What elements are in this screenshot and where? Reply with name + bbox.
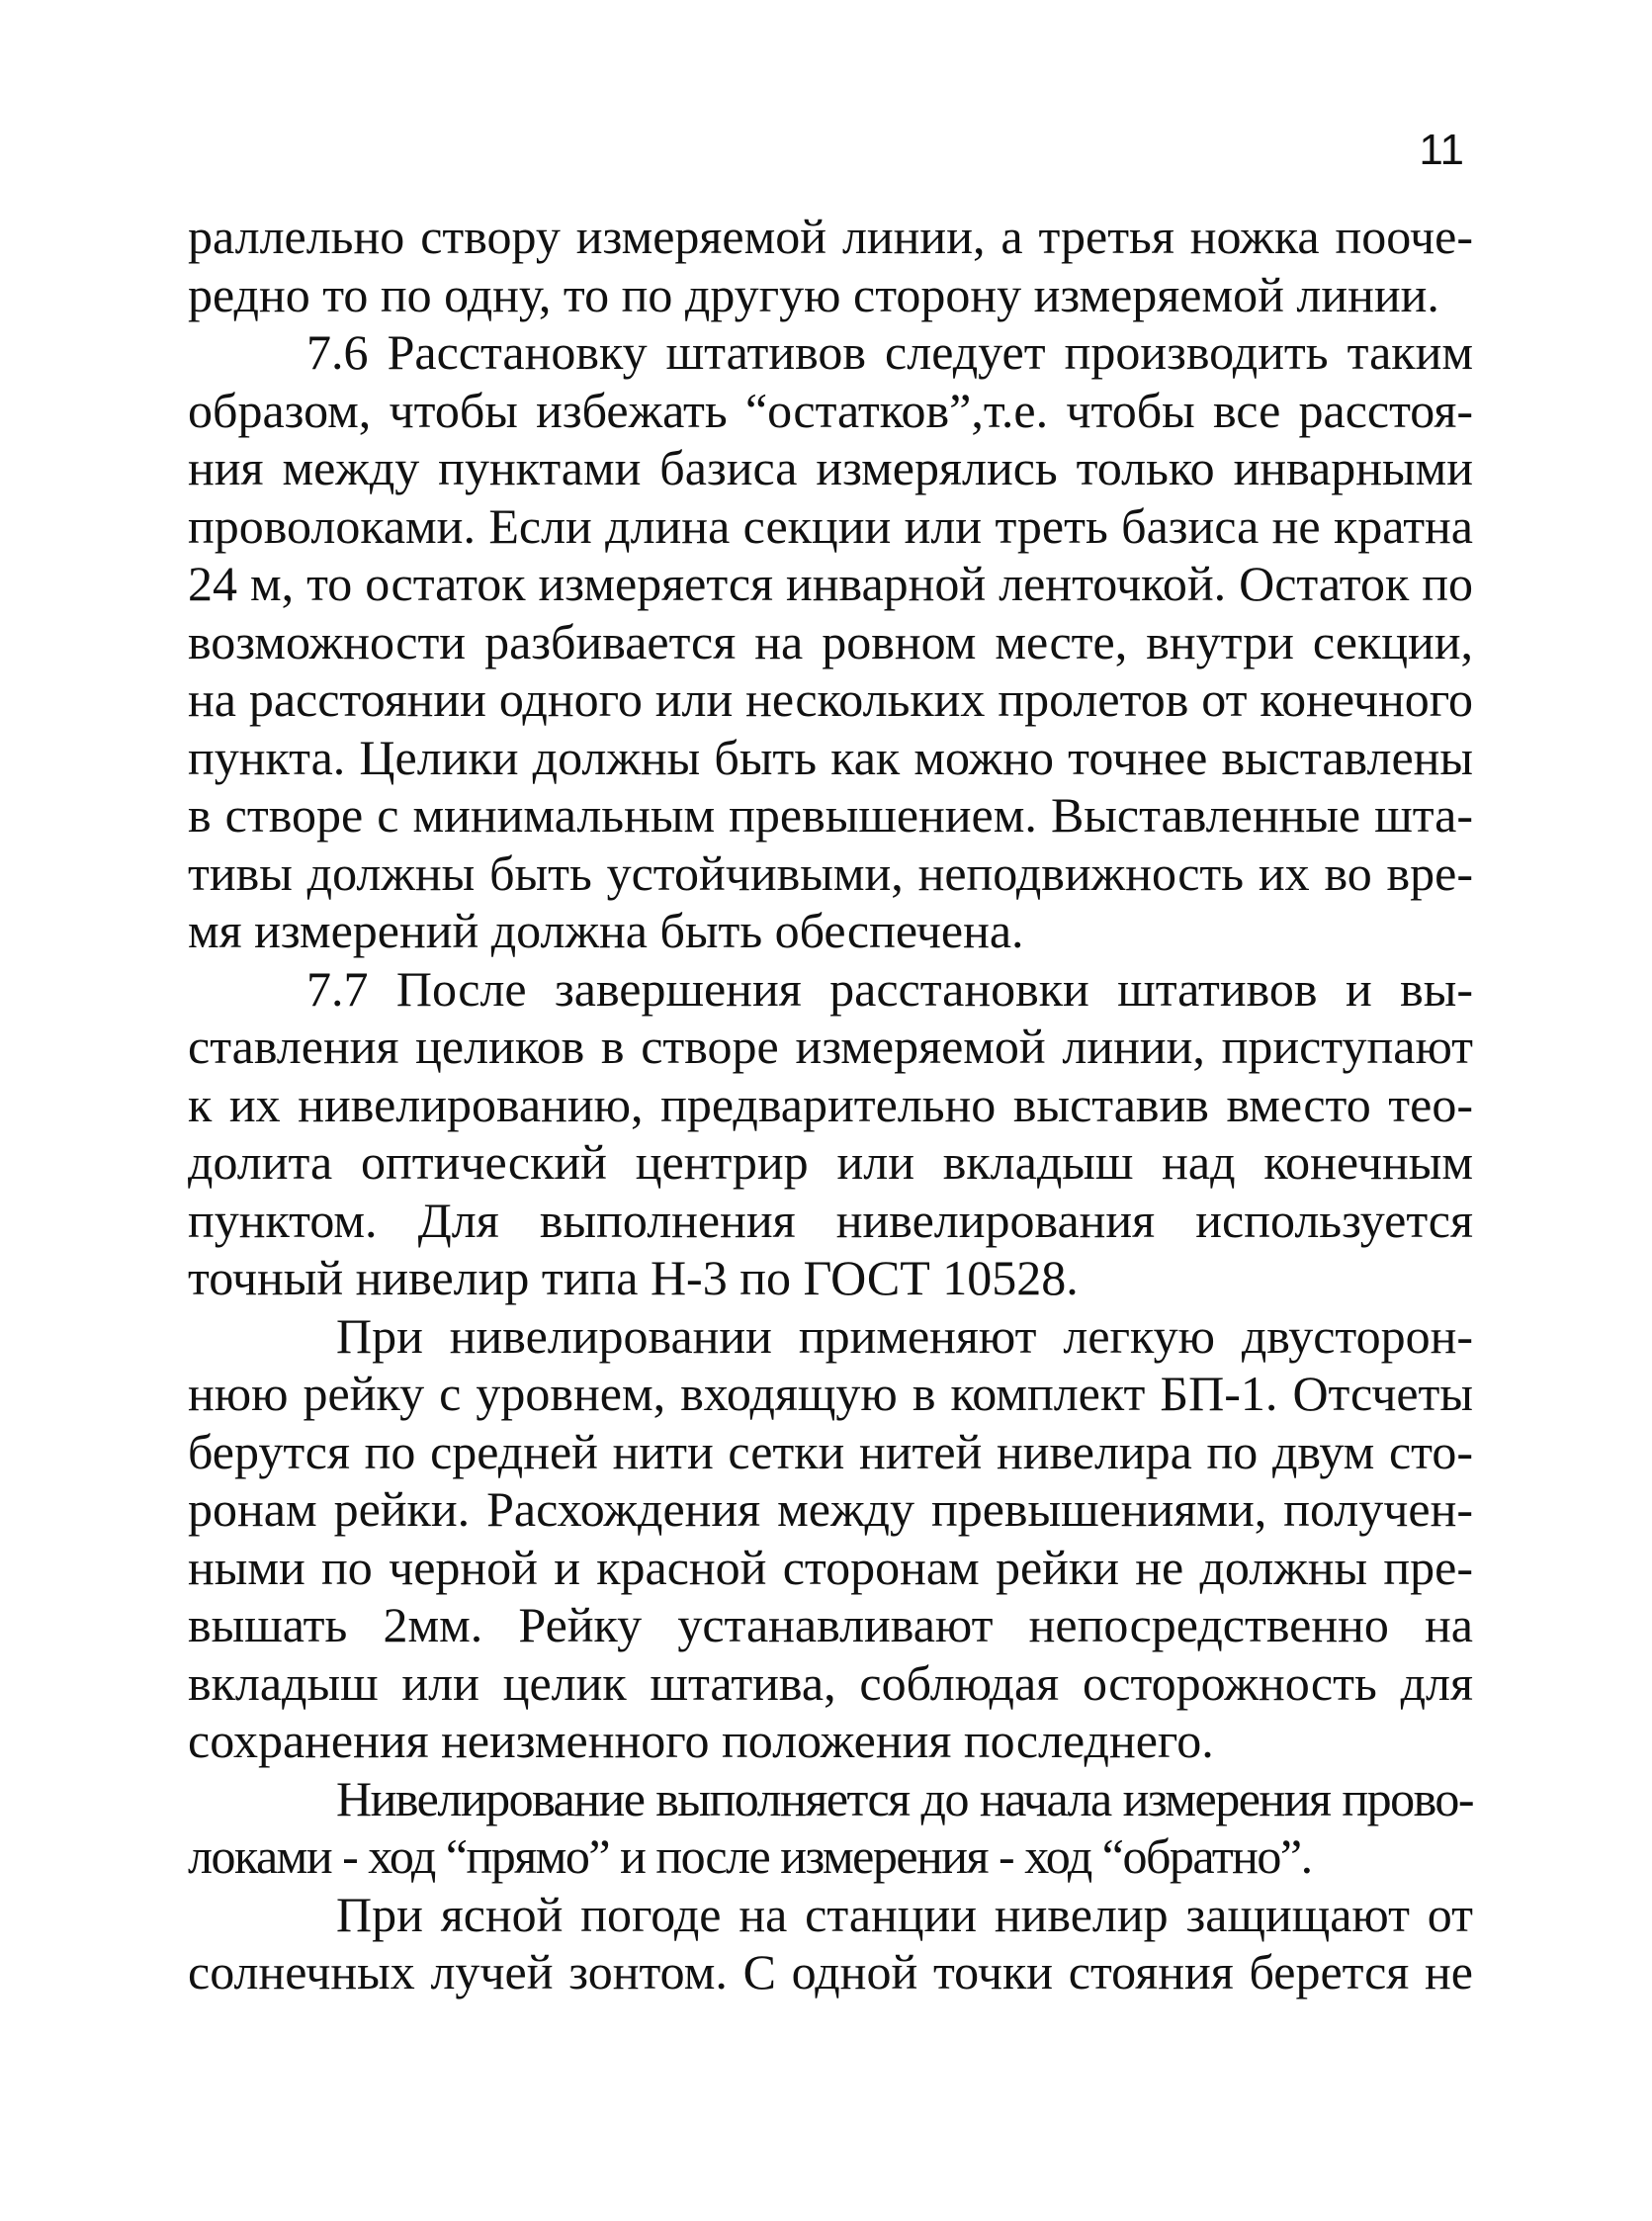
text-line: пунктом. Для выполнения нивелирования используется xyxy=(188,1192,1473,1248)
paragraph-leveling-start: При нивелировании применяют легкую двусторон- xyxy=(336,1307,1473,1364)
text-line: ставления целиков в створе измеряемой линии, приступают xyxy=(188,1019,1473,1074)
paragraph-7-7-start: 7.7 После завершения расстановки штативов и вы- xyxy=(306,960,1473,1017)
document-body xyxy=(188,208,1473,2001)
text-line: тивы должны быть устойчивыми, неподвижность их во вре- xyxy=(188,844,1473,901)
text-line: на расстоянии одного или нескольких пролетов от конечного xyxy=(188,671,1473,727)
text-line: нюю рейку с уровнем, входящую в комплект БП-1. Отсчеты xyxy=(188,1366,1473,1421)
text-line: вышать 2мм. Рейку устанавливают непосредственно на xyxy=(188,1597,1473,1652)
text-line: раллельно створу измеряемой линии, а третья ножка пооче- xyxy=(188,209,1473,264)
text-line: проволоками. Если длина секции или треть базиса не кратна xyxy=(188,497,1473,554)
text-line: в створе с минимальным превышением. Выставленные шта- xyxy=(188,787,1473,843)
text-line: точный нивелир типа Н-3 по ГОСТ 10528. xyxy=(188,1250,1079,1305)
text-line: образом, чтобы избежать “остатков”,т.е. чтобы все расстоя- xyxy=(188,382,1473,438)
text-line: мя измерений должна быть обеспечена. xyxy=(188,903,1024,958)
text-line: солнечных лучей зонтом. С одной точки стояния берется не xyxy=(188,1944,1473,1999)
text-line: возможности разбивается на ровном месте, внутри секции, xyxy=(188,613,1473,669)
paragraph-weather-start: При ясной погоде на станции нивелир защищают от xyxy=(336,1886,1473,1942)
text-line: сохранения неизменного положения последнего. xyxy=(188,1713,1214,1768)
page-number: 11 xyxy=(1419,126,1464,174)
text-line: долита оптический центрир или вкладыш над конечным xyxy=(188,1134,1473,1190)
text-line: ронам рейки. Расхождения между превышениями, получен- xyxy=(188,1481,1473,1537)
paragraph-direction-start: Нивелирование выполняется до начала измерения прово- xyxy=(336,1770,1473,1826)
text-line: редно то по одну, то по другую сторону измеряемой линии. xyxy=(188,266,1439,322)
text-line: берутся по средней нити сетки нитей нивелира по двум сто- xyxy=(188,1423,1473,1479)
text-line: пункта. Целики должны быть как можно точнее выставлены xyxy=(188,729,1473,785)
paragraph-7-6-start: 7.6 Расстановку штативов следует производить таким xyxy=(306,324,1473,380)
text-line: ния между пунктами базиса измерялись только инварными xyxy=(188,440,1473,495)
text-line: локами - ход “прямо” и после измерения - ход “обратно”. xyxy=(188,1828,1312,1884)
text-line: вкладыш или целик штатива, соблюдая осторожность для xyxy=(188,1654,1473,1711)
text-line: ными по черной и красной сторонам рейки не должны пре- xyxy=(188,1539,1473,1595)
text-line: 24 м, то остаток измеряется инварной ленточкой. Остаток по xyxy=(188,556,1473,611)
text-line: к их нивелированию, предварительно выставив вместо тео- xyxy=(188,1076,1473,1132)
